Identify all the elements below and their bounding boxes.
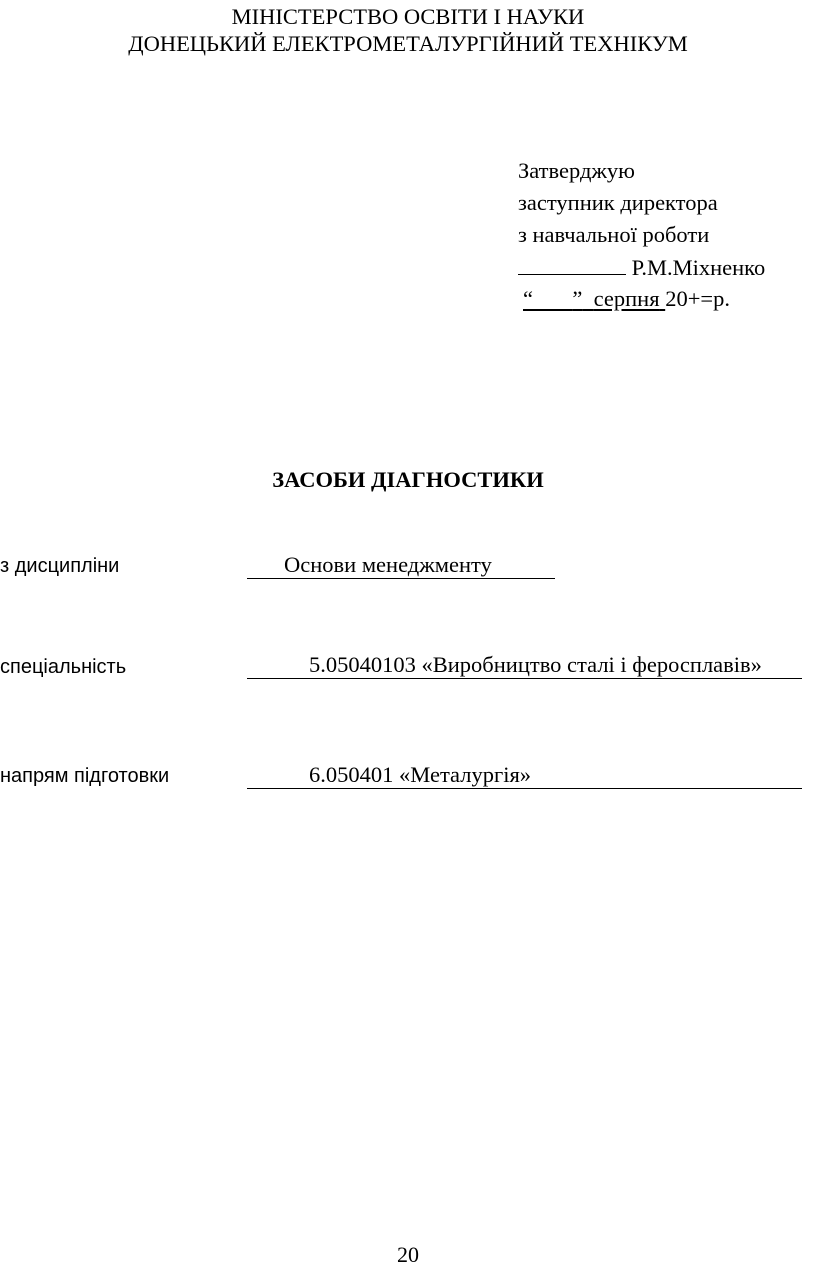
approval-department: з навчальної роботи — [518, 222, 710, 247]
specialty-value: 5.05040103 «Виробництво сталі і феросплавів» — [309, 652, 762, 677]
discipline-label: з дисципліни — [0, 555, 120, 577]
document-title: ЗАСОБИ ДІАГНОСТИКИ — [272, 467, 544, 492]
direction-value: 6.050401 «Металургія» — [309, 762, 532, 787]
approval-position: заступник директора — [518, 190, 718, 215]
date-blank — [523, 286, 665, 311]
approval-signature-line — [518, 254, 765, 281]
date-year: 20+=р. — [665, 286, 730, 311]
discipline-value: Основи менеджменту — [284, 552, 492, 577]
signatory-name: Р.М.Міхненко — [631, 255, 766, 280]
institution-title: ДОНЕЦЬКИЙ ЕЛЕКТРОМЕТАЛУРГІЙНИЙ ТЕХНІКУМ — [128, 31, 688, 56]
date-close-quote: ” — [572, 286, 583, 311]
date-open-quote: “ — [523, 286, 533, 311]
ministry-title: МІНІСТЕРСТВО ОСВІТИ І НАУКИ — [231, 4, 585, 29]
direction-label: напрям підготовки — [0, 765, 170, 787]
approval-heading: Затверджую — [518, 158, 635, 183]
date-month: серпня — [593, 286, 660, 311]
specialty-field — [247, 652, 802, 679]
specialty-label: спеціальність — [0, 656, 127, 678]
approval-date-line — [523, 286, 730, 312]
discipline-field — [247, 552, 555, 579]
direction-field — [247, 762, 802, 789]
signature-blank — [518, 254, 626, 275]
page-number: 20 — [397, 1242, 419, 1267]
